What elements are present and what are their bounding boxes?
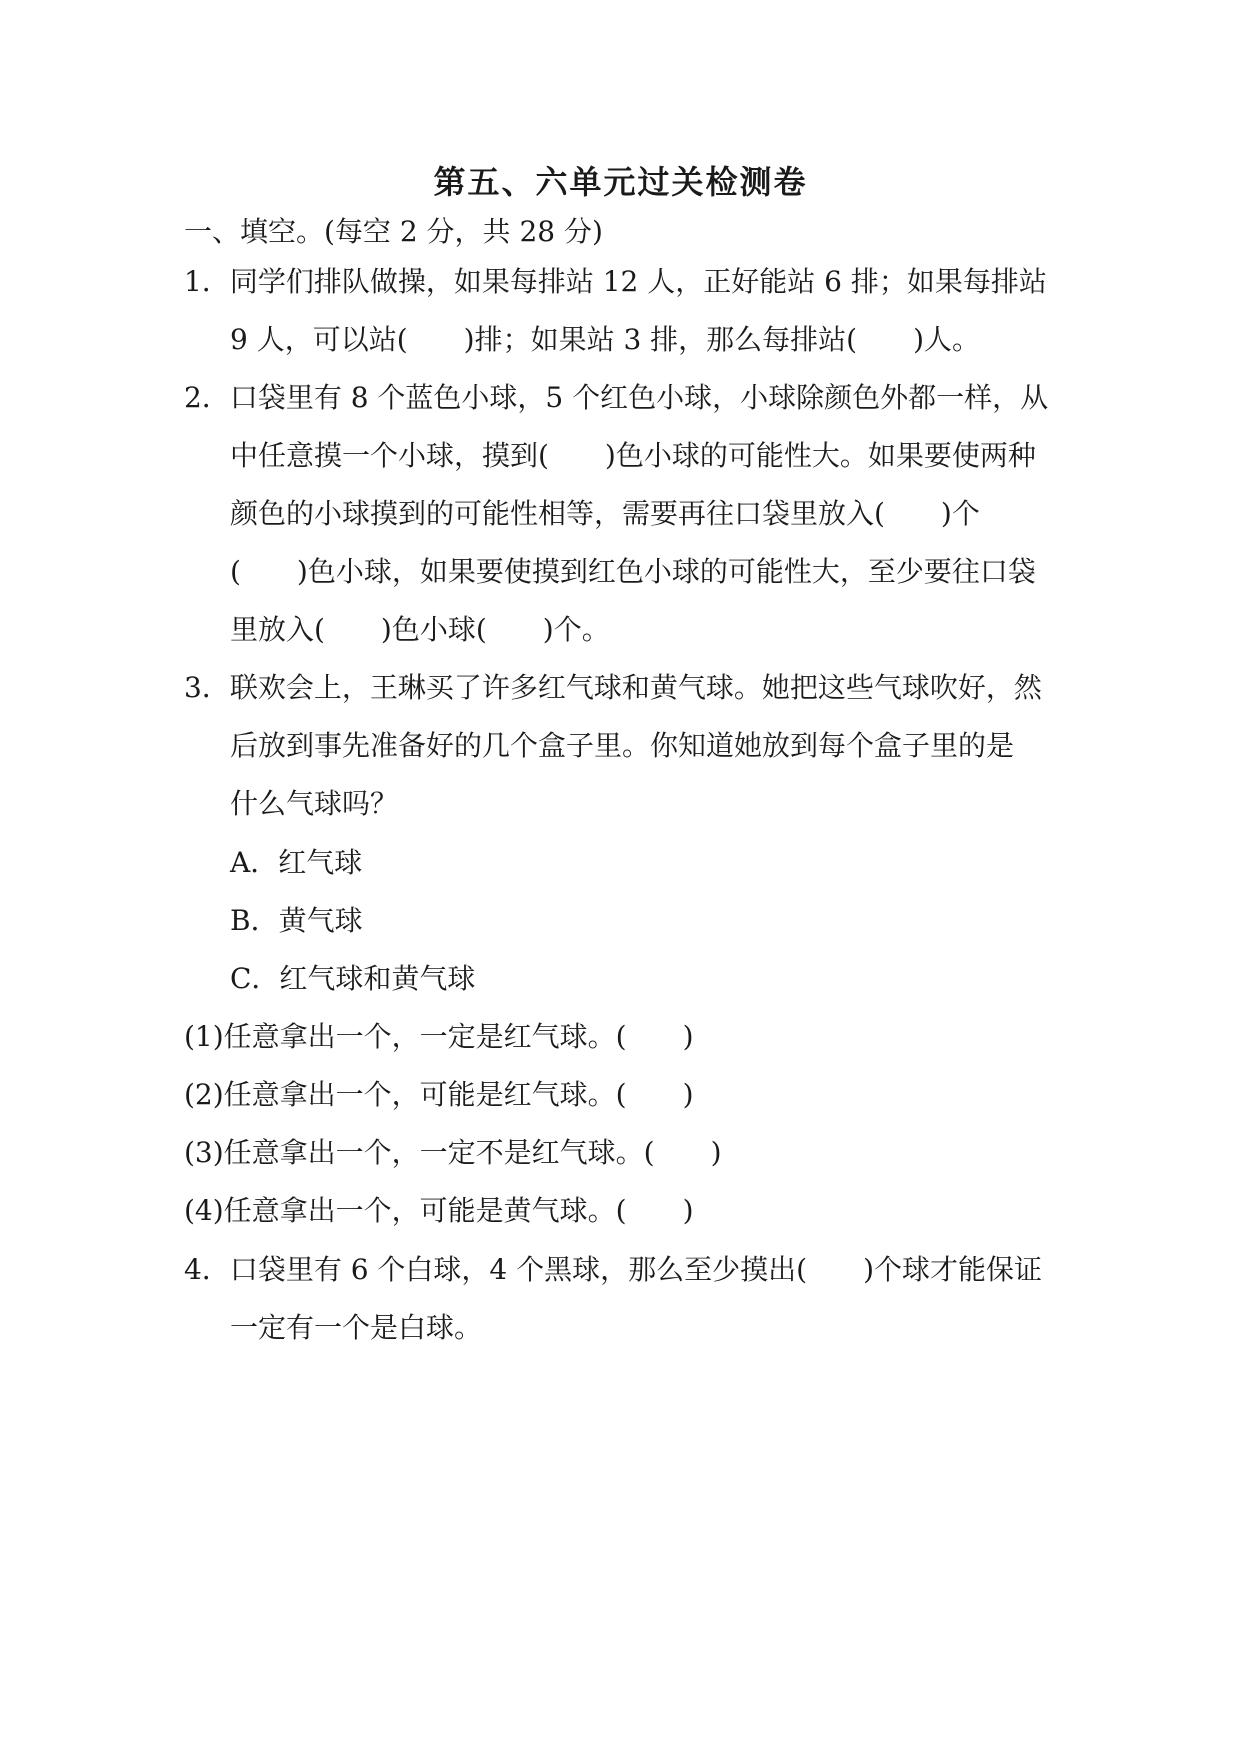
question-1-line-2: 9 人，可以站( )排；如果站 3 排，那么每排站( )人。 — [230, 323, 981, 356]
section-heading: 一、填空。(每空 2 分，共 28 分) — [184, 215, 603, 248]
question-3-sub-3: (3)任意拿出一个，一定不是红气球。( ) — [184, 1136, 722, 1169]
question-2-line-2: 中任意摸一个小球，摸到( )色小球的可能性大。如果要使两种 — [230, 439, 1036, 472]
question-3-line-2: 后放到事先准备好的几个盒子里。你知道她放到每个盒子里的是 — [230, 729, 1015, 762]
question-2-line-3: 颜色的小球摸到的可能性相等，需要再往口袋里放入( )个 — [230, 497, 980, 530]
question-3-sub-2: (2)任意拿出一个，可能是红气球。( ) — [184, 1078, 694, 1111]
question-3-sub-1: (1)任意拿出一个，一定是红气球。( ) — [184, 1020, 694, 1053]
question-4-line-1: 4．口袋里有 6 个白球，4 个黑球，那么至少摸出( )个球才能保证 — [184, 1253, 1042, 1286]
question-2-line-4: ( )色小球，如果要使摸到红色小球的可能性大，至少要往口袋 — [230, 555, 1036, 588]
page-title: 第五、六单元过关检测卷 — [433, 163, 808, 201]
question-3-option-c: C．红气球和黄气球 — [230, 962, 476, 995]
question-3-option-b: B．黄气球 — [230, 904, 363, 937]
question-3-line-3: 什么气球吗？ — [230, 787, 399, 820]
question-4-line-2: 一定有一个是白球。 — [230, 1311, 483, 1344]
question-3-line-1: 3．联欢会上，王琳买了许多红气球和黄气球。她把这些气球吹好，然 — [184, 671, 1042, 704]
question-2-line-5: 里放入( )色小球( )个。 — [230, 613, 610, 646]
question-2-line-1: 2．口袋里有 8 个蓝色小球，5 个红色小球，小球除颜色外都一样，从 — [184, 381, 1049, 414]
question-3-option-a: A．红气球 — [230, 846, 363, 879]
question-3-sub-4: (4)任意拿出一个，可能是黄气球。( ) — [184, 1194, 694, 1227]
question-1-line-1: 1．同学们排队做操，如果每排站 12 人，正好能站 6 排；如果每排站 — [184, 265, 1047, 298]
